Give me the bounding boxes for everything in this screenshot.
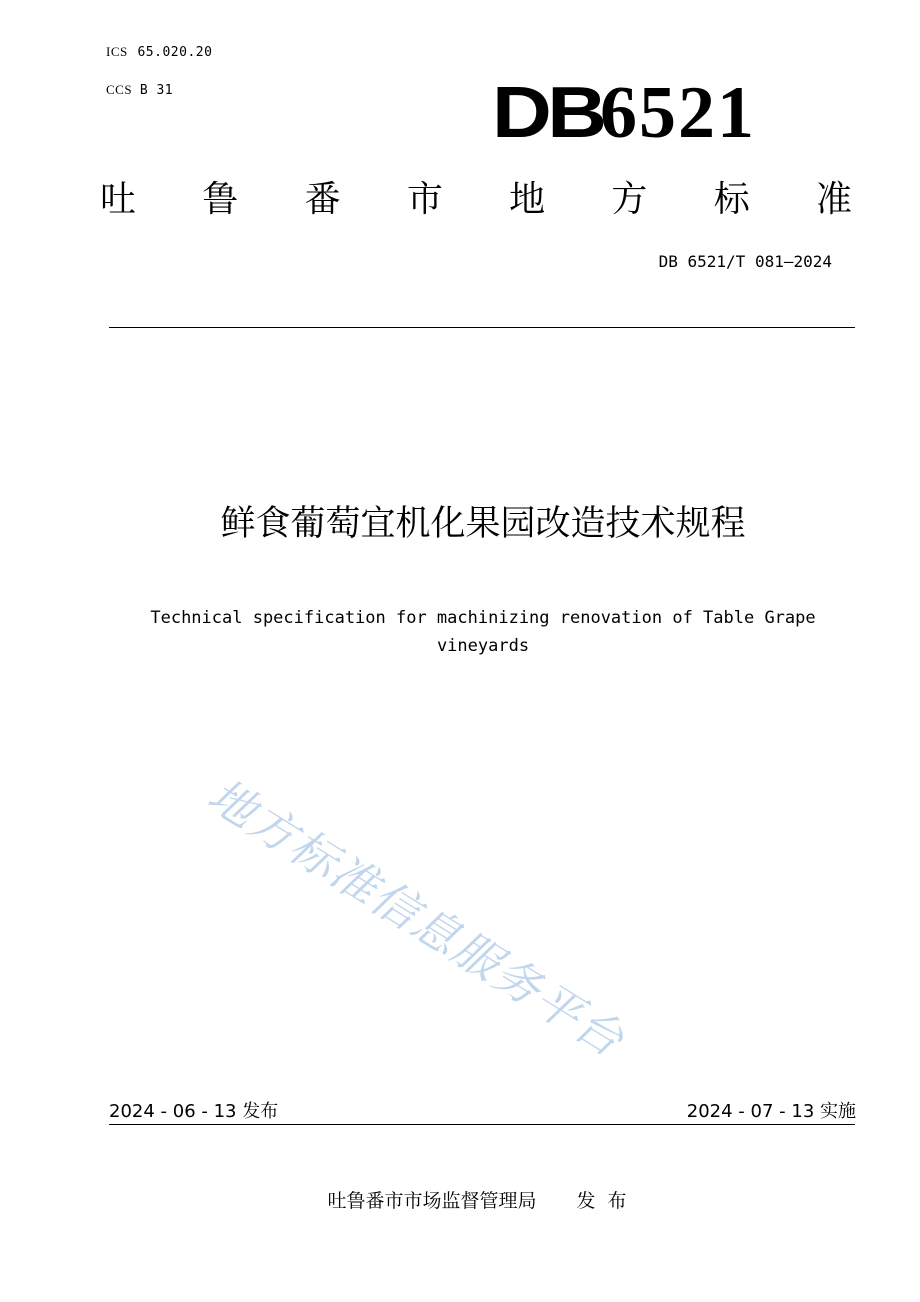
- standard-type-char: 市: [406, 179, 443, 220]
- ics-value: 65.020.20: [137, 45, 213, 60]
- standard-type-char: 标: [713, 179, 750, 220]
- db-logo-code: 6521: [600, 72, 756, 154]
- issuer: [0, 1186, 920, 1213]
- document-title-chinese: 鲜食葡萄宜机化果园改造技术规程: [220, 504, 746, 544]
- implement-date: 2024 - 07 - 13 实施: [686, 1101, 856, 1122]
- standard-type-char: 鲁: [202, 179, 239, 220]
- publish-date: 2024 - 06 - 13 发布: [109, 1101, 279, 1122]
- standard-type-char: 地: [509, 179, 546, 220]
- document-title-english-line: vineyards: [436, 636, 530, 656]
- document-title-english: [0, 604, 920, 660]
- ics-code: [106, 44, 212, 60]
- issuer-action: 发布: [576, 1190, 639, 1212]
- standard-type-char: 吐: [100, 179, 137, 220]
- issuer-name: 吐鲁番市市场监督管理局: [327, 1190, 537, 1212]
- standard-type-char: 方: [611, 179, 648, 220]
- db-logo-prefix: DB: [492, 73, 603, 153]
- bottom-divider: [109, 1124, 855, 1125]
- standard-type-char: 准: [815, 179, 852, 220]
- standard-type-char: 番: [304, 179, 341, 220]
- standard-number: DB 6521/T 081—2024: [658, 252, 832, 271]
- ccs-code: [106, 82, 173, 98]
- top-divider: [109, 327, 855, 328]
- ics-label: ICS: [106, 44, 128, 59]
- standard-type-heading: [100, 176, 852, 224]
- ccs-value: B 31: [139, 83, 174, 98]
- watermark: 地方标准信息服务平台: [198, 767, 635, 1068]
- document-title-english-line: Technical specification for machinizing renovation of Table Grape: [150, 608, 816, 628]
- db-logo: [492, 72, 756, 154]
- ccs-label: CCS: [106, 82, 133, 97]
